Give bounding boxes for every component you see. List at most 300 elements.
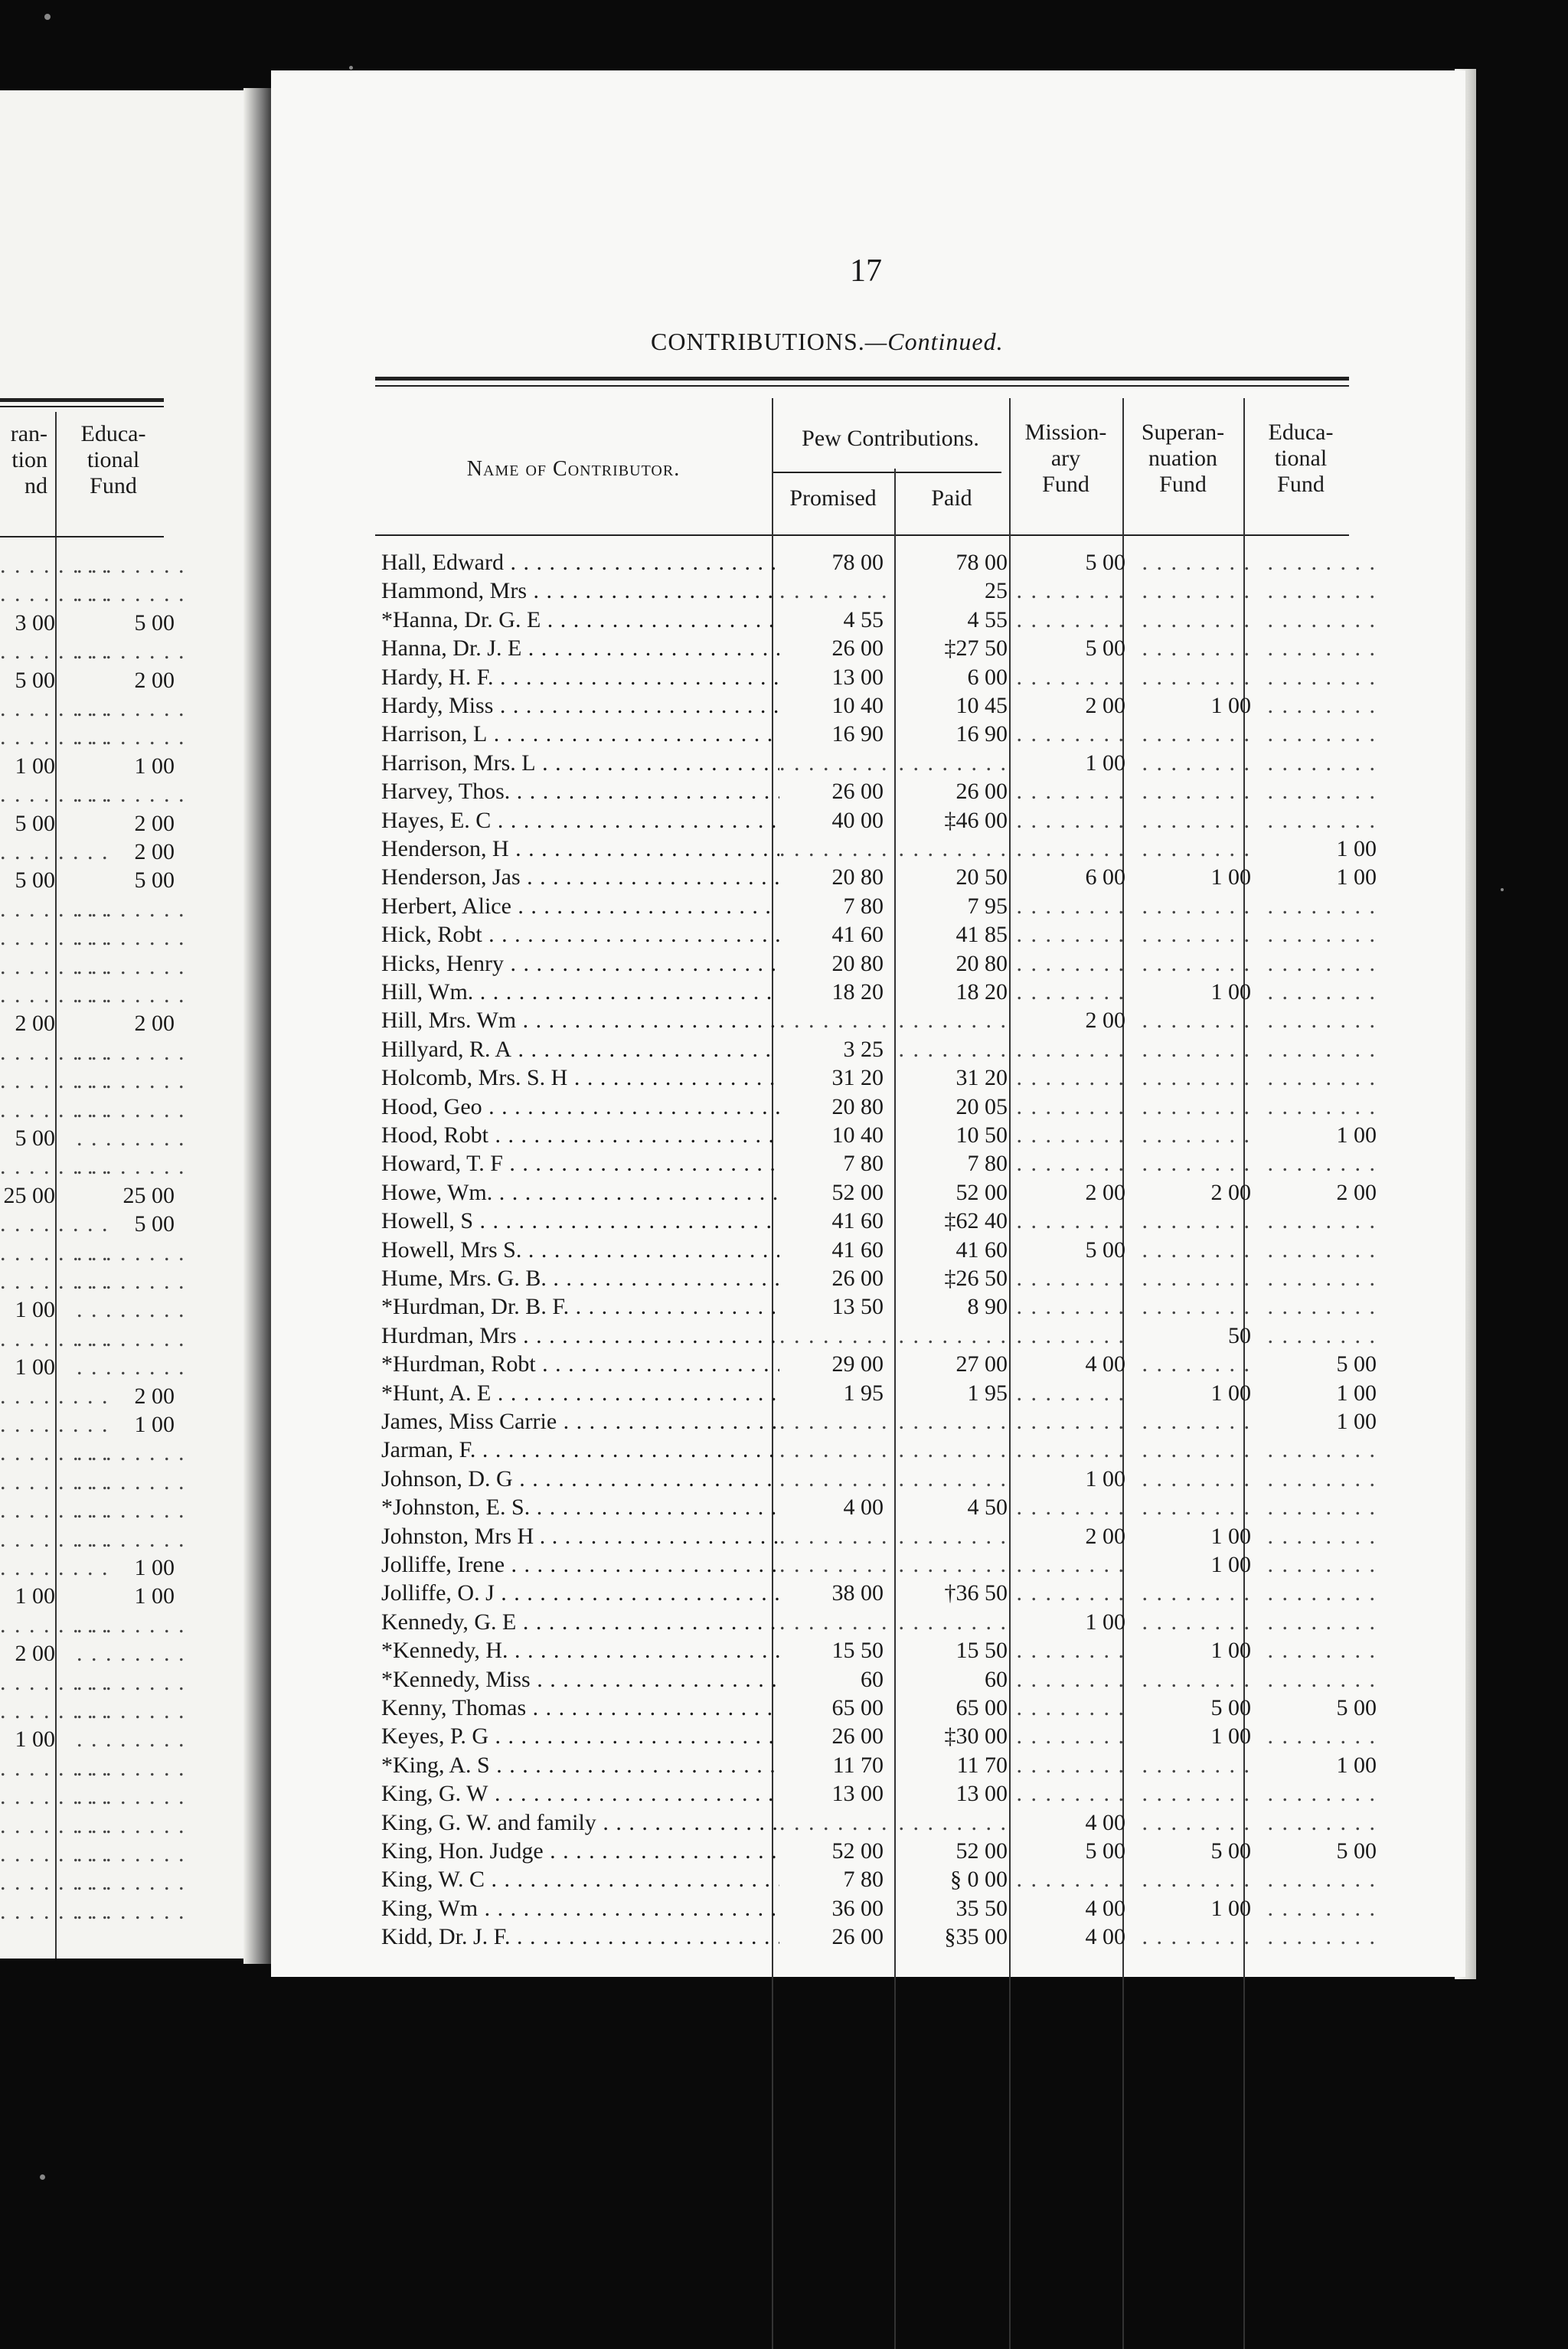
- leader-dots: . . . . . . . .: [1267, 979, 1377, 1005]
- contributor-name: Hanna, Dr. J. E . . .: [381, 634, 779, 662]
- left-amount: 2 00: [134, 1383, 175, 1409]
- contributor-name: Henderson, H . . .: [381, 835, 779, 863]
- promised-amount: 13 50: [831, 1294, 884, 1320]
- contributor-name: Hick, Robt . . .: [381, 920, 779, 949]
- leader-dots: . . . . . . . .: [779, 1008, 889, 1034]
- running-head-continued: —Continued.: [864, 328, 1004, 355]
- missionary-amount: 1 00: [1085, 1465, 1125, 1491]
- superannuation-amount: 1 00: [1210, 693, 1251, 718]
- table-row: [381, 548, 1377, 577]
- table-row: [381, 720, 1377, 748]
- leader-dots: . . . . . . . .: [0, 696, 109, 721]
- leader-dots: . . . . . . . .: [77, 1440, 186, 1466]
- contributor-name: Kennedy, G. E . . .: [381, 1608, 779, 1636]
- left-amount: 1 00: [134, 1412, 175, 1437]
- leader-dots: . . . . . . . .: [77, 1240, 186, 1266]
- leader-dots: . . . . . . . .: [779, 1809, 889, 1835]
- leader-dots: . . . . . . . .: [1016, 1294, 1125, 1320]
- leader-dots: . . . . . . . .: [1142, 550, 1251, 575]
- missionary-amount: 5 00: [1085, 635, 1125, 662]
- table-row: [381, 777, 1377, 805]
- contributor-name: *Hurdman, Dr. B. F. . . .: [381, 1292, 779, 1321]
- contributor-name: Kenny, Thomas . . .: [381, 1694, 779, 1722]
- leader-dots: . . . . . . . .: [0, 1612, 109, 1638]
- leader-dots: . . . . . . . .: [1142, 1351, 1251, 1377]
- contributor-name: King, W. C . . .: [381, 1865, 779, 1893]
- promised-amount: 36 00: [831, 1895, 884, 1921]
- leader-dots: . . . . . . . .: [0, 953, 109, 979]
- leader-dots: . . . . . . . .: [1016, 1322, 1125, 1348]
- table-row: [381, 1006, 1377, 1034]
- left-amount: 2 00: [134, 1011, 175, 1037]
- leader-dots: . . . . . . . .: [77, 1812, 186, 1838]
- table-row: [381, 949, 1377, 978]
- table-row: [381, 806, 1377, 835]
- superannuation-amount: 5 00: [1210, 1695, 1251, 1720]
- left-table-row: [0, 1038, 253, 1067]
- contributor-name: King, G. W . . .: [381, 1779, 779, 1808]
- page-number: 17: [850, 253, 882, 289]
- promised-amount: 1 95: [843, 1380, 884, 1406]
- left-table-row: [0, 1267, 253, 1295]
- leader-dots: . . . . . . . .: [77, 1526, 186, 1552]
- leader-dots: . . . . . . . .: [1016, 1867, 1125, 1893]
- missionary-amount: 2 00: [1085, 1179, 1125, 1205]
- paid-amount: 1 95: [967, 1380, 1008, 1406]
- leader-dots: . . . . . . . .: [77, 581, 186, 607]
- contributor-name: Hillyard, R. A . . .: [381, 1035, 779, 1063]
- table-row: [381, 1035, 1377, 1063]
- contributor-name: James, Miss Carrie . . .: [381, 1407, 779, 1436]
- left-table-row: [0, 1697, 253, 1725]
- left-table-row: [0, 1897, 253, 1926]
- leader-dots: . . . . . . . .: [1016, 1208, 1125, 1234]
- promised-amount: 26 00: [831, 779, 884, 805]
- leader-dots: . . . . . . . .: [1016, 606, 1125, 632]
- left-table-row: [0, 752, 253, 780]
- promised-amount: 7 80: [843, 893, 884, 919]
- paid-amount: §35 00: [944, 1924, 1008, 1950]
- table-row: [381, 1063, 1377, 1092]
- superannuation-amount: 2 00: [1210, 1179, 1251, 1205]
- left-table-row: [0, 866, 253, 894]
- leader-dots: . . . . . . . .: [898, 1523, 1008, 1549]
- table-row: [381, 1236, 1377, 1264]
- table-row: [381, 1923, 1377, 1951]
- left-amount: 5 00: [15, 867, 55, 894]
- table-row: [381, 1865, 1377, 1893]
- leader-dots: . . . . . . . .: [1267, 950, 1377, 976]
- leader-dots: . . . . . . . .: [1267, 1093, 1377, 1119]
- leader-dots: . . . . . . . .: [1267, 922, 1377, 948]
- leader-dots: . . . . . . . .: [1142, 893, 1251, 919]
- leader-dots: . . . . . . . .: [1267, 1895, 1377, 1921]
- left-amount: 5 00: [134, 609, 175, 635]
- left-table-row: [0, 1868, 253, 1897]
- table-row: [381, 1665, 1377, 1694]
- table-row: [381, 1636, 1377, 1665]
- leader-dots: . . . . . . . .: [898, 1322, 1008, 1348]
- contributor-name: Keyes, P. G . . .: [381, 1722, 779, 1750]
- table-row: [381, 835, 1377, 863]
- missionary-amount: 5 00: [1085, 1237, 1125, 1263]
- left-amount: 5 00: [15, 810, 55, 836]
- leader-dots: . . . . . . . .: [1142, 1036, 1251, 1062]
- leader-dots: . . . . . . . .: [0, 1440, 109, 1466]
- leader-dots: . . . . . . . .: [1142, 1266, 1251, 1291]
- name-of-contributor-header: Name of Contributor.: [466, 457, 681, 481]
- paid-amount: 78 00: [956, 550, 1008, 575]
- left-amount: 5 00: [134, 867, 175, 894]
- leader-dots: . . . . . . . .: [1267, 1036, 1377, 1062]
- promised-amount: 26 00: [831, 635, 884, 662]
- left-table-row: [0, 1009, 253, 1037]
- table-row: [381, 634, 1377, 662]
- educational-amount: 2 00: [1336, 1179, 1377, 1205]
- speck: [40, 2174, 45, 2180]
- leader-dots: . . . . . . . .: [1016, 922, 1125, 948]
- leader-dots: . . . . . . . .: [1016, 1409, 1125, 1434]
- promised-amount: 4 55: [843, 606, 884, 632]
- left-table-row: [0, 580, 253, 608]
- left-table-row: [0, 1639, 253, 1668]
- contributor-name: Howe, Wm. . . .: [381, 1178, 779, 1207]
- leader-dots: . . . . . . . .: [1016, 1437, 1125, 1463]
- contributor-name: Hume, Mrs. G. B. . . .: [381, 1264, 779, 1292]
- contributor-name: *Kennedy, H. . . .: [381, 1636, 779, 1665]
- leader-dots: . . . . . . . .: [1267, 1924, 1377, 1950]
- leader-dots: . . . . . . . .: [77, 1039, 186, 1065]
- superannuation-amount: 1 00: [1210, 1895, 1251, 1921]
- leader-dots: . . . . . . . .: [1016, 1580, 1125, 1606]
- superannuation-amount: 5 00: [1210, 1838, 1251, 1864]
- superannuation-amount: 1 00: [1210, 1523, 1251, 1549]
- leader-dots: . . . . . . . .: [1267, 1609, 1377, 1635]
- leader-dots: . . . . . . . .: [1267, 779, 1377, 805]
- leader-dots: . . . . . . . .: [1267, 1322, 1377, 1348]
- leader-dots: . . . . . . . .: [0, 1154, 109, 1180]
- promised-amount: 18 20: [831, 979, 884, 1005]
- running-head: [651, 328, 1004, 356]
- leader-dots: . . . . . . . .: [0, 1669, 109, 1695]
- leader-dots: . . . . . . . .: [1142, 664, 1251, 690]
- leader-dots: . . . . . . . .: [77, 1612, 186, 1638]
- leader-dots: . . . . . . . .: [77, 1727, 186, 1753]
- promised-amount: 52 00: [831, 1179, 884, 1205]
- leader-dots: . . . . . . . .: [1016, 1266, 1125, 1291]
- leader-dots: . . . . . . . .: [0, 1469, 109, 1495]
- contributor-name: Hood, Robt . . .: [381, 1121, 779, 1149]
- leader-dots: . . . . . . . .: [779, 1552, 889, 1577]
- contributor-name: *Johnston, E. S. . . .: [381, 1493, 779, 1521]
- leader-dots: . . . . . . . .: [1267, 1294, 1377, 1320]
- missionary-amount: 5 00: [1085, 550, 1125, 575]
- leader-dots: . . . . . . . .: [1142, 1122, 1251, 1148]
- contributor-name: *Hurdman, Robt . . .: [381, 1350, 779, 1378]
- leader-dots: . . . . . . . .: [1267, 578, 1377, 604]
- leader-dots: . . . . . . . .: [1142, 1065, 1251, 1091]
- contributor-name: Howell, S . . .: [381, 1207, 779, 1235]
- leader-dots: . . . . . . . .: [1267, 1867, 1377, 1893]
- left-col2-header: Educa- tional Fund: [80, 421, 146, 498]
- leader-dots: . . . . . . . .: [1142, 836, 1251, 861]
- educational-amount: 5 00: [1336, 1838, 1377, 1864]
- leader-dots: . . . . . . . .: [77, 639, 186, 665]
- leader-dots: . . . . . . . .: [0, 1812, 109, 1838]
- leader-dots: . . . . . . . .: [1267, 721, 1377, 747]
- left-table-row: [0, 952, 253, 981]
- left-table-row: [0, 981, 253, 1009]
- contributor-name: Howard, T. F . . .: [381, 1149, 779, 1178]
- paid-amount: 7 95: [967, 893, 1008, 919]
- contributor-name: Harrison, Mrs. L . . .: [381, 749, 779, 777]
- leader-dots: . . . . . . . .: [1016, 1695, 1125, 1720]
- leader-dots: . . . . . . . .: [1016, 1781, 1125, 1807]
- promised-amount: 15 50: [831, 1638, 884, 1664]
- table-row: [381, 1350, 1377, 1378]
- leader-dots: . . . . . . . .: [77, 1297, 186, 1323]
- contributor-name: *Hunt, A. E . . .: [381, 1379, 779, 1407]
- left-table-row: [0, 1410, 253, 1439]
- superannuation-amount: 1 00: [1210, 1552, 1251, 1577]
- leader-dots: . . . . . . . .: [77, 1068, 186, 1094]
- table-row: [381, 1722, 1377, 1750]
- table-row: [381, 892, 1377, 920]
- leader-dots: . . . . . . . .: [1016, 779, 1125, 805]
- paid-amount: 65 00: [956, 1695, 1008, 1720]
- leader-dots: . . . . . . . .: [0, 782, 109, 808]
- table-row: [381, 1407, 1377, 1436]
- leader-dots: . . . . . . . .: [0, 724, 109, 750]
- leader-dots: . . . . . . . .: [77, 1698, 186, 1723]
- left-col1-header: ran- tion nd: [10, 421, 47, 498]
- contributor-name: Harvey, Thos. . . .: [381, 777, 779, 805]
- leader-dots: . . . . . . . .: [1267, 664, 1377, 690]
- left-amount: 5 00: [15, 667, 55, 693]
- promised-amount: 10 40: [831, 1122, 884, 1148]
- promised-amount: 20 80: [831, 864, 884, 890]
- pew-contributions-header: Pew Contributions.: [802, 426, 979, 451]
- leader-dots: . . . . . . . .: [1142, 1093, 1251, 1119]
- leader-dots: . . . . . . . .: [1142, 1437, 1251, 1463]
- promised-amount: 40 00: [831, 807, 884, 833]
- missionary-amount: 4 00: [1085, 1351, 1125, 1377]
- leader-dots: . . . . . . . .: [1267, 1151, 1377, 1177]
- leader-dots: . . . . . . . .: [1267, 1580, 1377, 1606]
- leader-dots: . . . . . . . .: [1016, 1036, 1125, 1062]
- leader-dots: . . . . . . . .: [779, 1409, 889, 1434]
- leader-dots: . . . . . . . .: [1016, 1380, 1125, 1406]
- paid-header: Paid: [931, 485, 972, 511]
- leader-dots: . . . . . . . .: [779, 750, 889, 776]
- leader-dots: . . . . . . . .: [77, 982, 186, 1008]
- leader-dots: . . . . . . . .: [1142, 807, 1251, 833]
- leader-dots: . . . . . . . .: [1267, 1437, 1377, 1463]
- table-row: [381, 749, 1377, 777]
- paid-amount: 20 80: [956, 950, 1008, 976]
- leader-dots: . . . . . . . .: [1142, 1580, 1251, 1606]
- contributor-name: Henderson, Jas . . .: [381, 863, 779, 891]
- left-table-row: [0, 923, 253, 952]
- table-row: [381, 1093, 1377, 1121]
- leader-dots: . . . . . . . .: [0, 1555, 109, 1580]
- leader-dots: . . . . . . . .: [898, 1609, 1008, 1635]
- leader-dots: . . . . . . . .: [1142, 1495, 1251, 1521]
- educational-amount: 1 00: [1336, 1409, 1377, 1434]
- promised-header: Promised: [789, 485, 877, 511]
- leader-dots: . . . . . . . .: [0, 1698, 109, 1723]
- leader-dots: . . . . . . . .: [1142, 1781, 1251, 1807]
- left-table-row: [0, 1325, 253, 1353]
- header-bottom-rule: [375, 534, 1349, 536]
- leader-dots: . . . . . . . .: [0, 1240, 109, 1266]
- paid-amount: 8 90: [967, 1294, 1008, 1320]
- leader-dots: . . . . . . . .: [77, 1269, 186, 1294]
- leader-dots: . . . . . . . .: [1016, 1495, 1125, 1521]
- paid-amount: ‡30 00: [944, 1723, 1008, 1749]
- paid-amount: 52 00: [956, 1838, 1008, 1864]
- left-table-row: [0, 1124, 253, 1152]
- paid-amount: 35 50: [956, 1895, 1008, 1921]
- promised-amount: 41 60: [831, 1237, 884, 1263]
- contributor-name: Jarman, F. . . .: [381, 1436, 779, 1464]
- educational-amount: 1 00: [1336, 1380, 1377, 1406]
- leader-dots: . . . . . . . .: [1016, 578, 1125, 604]
- leader-dots: . . . . . . . .: [1016, 979, 1125, 1005]
- speck: [1501, 888, 1504, 891]
- paid-amount: 27 00: [956, 1351, 1008, 1377]
- left-table-row: [0, 780, 253, 809]
- left-table-row: [0, 1754, 253, 1782]
- leader-dots: . . . . . . . .: [0, 1269, 109, 1294]
- leader-dots: . . . . . . . .: [0, 1870, 109, 1896]
- table-row: [381, 1608, 1377, 1636]
- left-table-row: [0, 895, 253, 923]
- leader-dots: . . . . . . . .: [1016, 664, 1125, 690]
- educational-fund-header: Educa- tional Fund: [1268, 420, 1334, 497]
- contributor-name: Hicks, Henry . . .: [381, 949, 779, 978]
- promised-amount: 78 00: [831, 550, 884, 575]
- leader-dots: . . . . . . . .: [1267, 893, 1377, 919]
- leader-dots: . . . . . . . .: [1267, 1638, 1377, 1664]
- leader-dots: . . . . . . . .: [1142, 922, 1251, 948]
- contributor-name: Johnston, Mrs H . . . .: [381, 1522, 779, 1550]
- leader-dots: . . . . . . . .: [1267, 1008, 1377, 1034]
- leader-dots: . . . . . . . .: [0, 982, 109, 1008]
- promised-amount: 41 60: [831, 1208, 884, 1234]
- contributor-name: Hayes, E. C . . .: [381, 806, 779, 835]
- promised-amount: 7 80: [843, 1867, 884, 1893]
- leader-dots: . . . . . . . .: [0, 1211, 109, 1237]
- educational-amount: 1 00: [1336, 836, 1377, 861]
- leader-dots: . . . . . . . .: [1016, 1093, 1125, 1119]
- leader-dots: . . . . . . . .: [1142, 950, 1251, 976]
- missionary-amount: 1 00: [1085, 750, 1125, 776]
- leader-dots: . . . . . . . .: [779, 1437, 889, 1463]
- leader-dots: . . . . . . . .: [1016, 1666, 1125, 1692]
- leader-dots: . . . . . . . .: [77, 925, 186, 951]
- leader-dots: . . . . . . . .: [1267, 1266, 1377, 1291]
- left-table-row: [0, 809, 253, 838]
- table-top-rule: [375, 377, 1349, 381]
- leader-dots: . . . . . . . .: [1142, 750, 1251, 776]
- leader-dots: . . . . . . . .: [0, 553, 109, 578]
- contributor-name: Hammond, Mrs . . .: [381, 577, 779, 605]
- leader-dots: . . . . . . . .: [1016, 836, 1125, 861]
- table-row: [381, 1207, 1377, 1235]
- leader-dots: . . . . . . . .: [779, 836, 889, 861]
- leader-dots: . . . . . . . .: [1267, 1781, 1377, 1807]
- paid-amount: ‡46 00: [944, 807, 1008, 833]
- superannuation-amount: 1 00: [1210, 979, 1251, 1005]
- paid-amount: 7 80: [967, 1151, 1008, 1177]
- left-amount: 1 00: [15, 1297, 55, 1323]
- contributor-name: Holcomb, Mrs. S. H . . .: [381, 1063, 779, 1092]
- table-row: [381, 1178, 1377, 1207]
- leader-dots: . . . . . . . .: [779, 1523, 889, 1549]
- leader-dots: . . . . . . . .: [1267, 1723, 1377, 1749]
- paid-amount: 4 50: [967, 1495, 1008, 1521]
- leader-dots: . . . . . . . .: [1267, 635, 1377, 662]
- contributor-name: Johnson, D. G . . .: [381, 1465, 779, 1493]
- promised-amount: 41 60: [831, 922, 884, 948]
- leader-dots: . . . . . . . .: [898, 1552, 1008, 1577]
- promised-amount: 4 00: [843, 1495, 884, 1521]
- missionary-amount: 1 00: [1085, 1609, 1125, 1635]
- left-amount: 3 00: [15, 609, 55, 635]
- promised-amount: 10 40: [831, 693, 884, 718]
- promised-amount: 26 00: [831, 1266, 884, 1291]
- leader-dots: . . . . . . . .: [0, 1898, 109, 1924]
- paid-amount: 16 90: [956, 721, 1008, 747]
- leader-dots: . . . . . . . .: [77, 1898, 186, 1924]
- leader-dots: . . . . . . . .: [77, 1841, 186, 1867]
- leader-dots: . . . . . . . .: [0, 1841, 109, 1867]
- missionary-amount: 4 00: [1085, 1895, 1125, 1921]
- contributor-name: *Hanna, Dr. G. E . . .: [381, 606, 779, 634]
- left-table-row: [0, 637, 253, 665]
- paid-amount: 41 85: [956, 922, 1008, 948]
- leader-dots: . . . . . . . .: [1267, 1523, 1377, 1549]
- contributor-name: Hurdman, Mrs . . .: [381, 1322, 779, 1350]
- leader-dots: . . . . . . . .: [77, 1354, 186, 1380]
- leader-dots: . . . . . . . .: [77, 1755, 186, 1781]
- leader-dots: . . . . . . . .: [1267, 1208, 1377, 1234]
- paid-amount: 10 45: [956, 693, 1008, 718]
- leader-dots: . . . . . . . .: [898, 1465, 1008, 1491]
- leader-dots: . . . . . . . .: [1142, 1294, 1251, 1320]
- leader-dots: . . . . . . . .: [1267, 606, 1377, 632]
- educational-amount: 1 00: [1336, 1752, 1377, 1778]
- running-head-title: CONTRIBUTIONS.: [651, 328, 865, 355]
- contributor-name: Hardy, H. F. . . .: [381, 663, 779, 691]
- leader-dots: . . . . . . . .: [1267, 550, 1377, 575]
- paid-amount: 52 00: [956, 1179, 1008, 1205]
- leader-dots: . . . . . . . .: [1142, 779, 1251, 805]
- paid-amount: 10 50: [956, 1122, 1008, 1148]
- left-amount: 25 00: [3, 1182, 55, 1208]
- leader-dots: . . . . . . . .: [1142, 1151, 1251, 1177]
- table-row: [381, 691, 1377, 720]
- leader-dots: . . . . . . . .: [1142, 1465, 1251, 1491]
- speck: [44, 14, 51, 20]
- left-table-row: [0, 723, 253, 751]
- left-table-row: [0, 1210, 253, 1238]
- table-row: [381, 1292, 1377, 1321]
- leader-dots: . . . . . . . .: [898, 1809, 1008, 1835]
- missionary-amount: 4 00: [1085, 1924, 1125, 1950]
- table-row: [381, 1550, 1377, 1579]
